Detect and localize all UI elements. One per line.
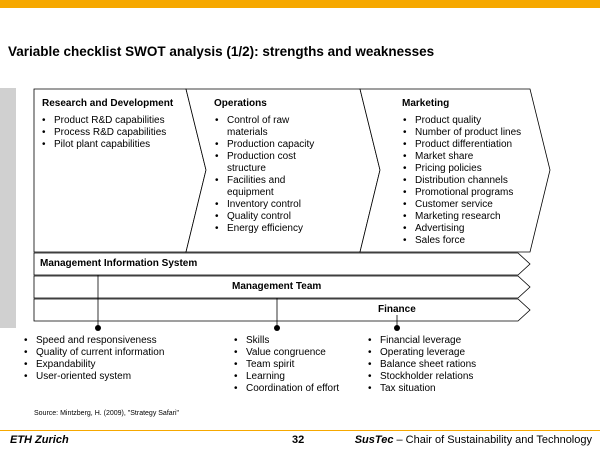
list-item: • Sales force xyxy=(401,235,521,247)
list-item: • Product R&D capabilities xyxy=(40,115,166,127)
footer-brand: SusTec xyxy=(354,434,394,446)
list-item: • Expandability xyxy=(22,359,164,371)
list-item: Production cost xyxy=(227,151,296,162)
footer-divider xyxy=(0,430,600,431)
connector-dot-finance xyxy=(394,325,400,331)
list-item: • Balance sheet rations xyxy=(366,359,476,371)
list-item: • Product quality xyxy=(401,115,521,127)
list-item: • Advertising xyxy=(401,223,521,235)
list-item: • Number of product lines xyxy=(401,127,521,139)
list-item: Inventory control xyxy=(227,199,301,210)
page-title: Variable checklist SWOT analysis (1/2): strengths and weaknesses xyxy=(8,44,435,59)
list-item: Facilities and xyxy=(227,175,286,186)
list-item: Quality control xyxy=(227,211,291,222)
list-marketing xyxy=(401,115,521,247)
list-item: • Marketing research xyxy=(401,211,521,223)
list-item: • Product differentiation xyxy=(401,139,521,151)
source-citation: Source: Mintzberg, H. (2009), "Strategy Safari" xyxy=(34,410,180,417)
connector-dot-team xyxy=(274,325,280,331)
operations-items: • Control of raw materials • Production capacity • Production cost structure • Facilities and equipment • Inventory control • Quality control • Energy efficiency xyxy=(215,115,315,234)
list-item: • Market share xyxy=(401,151,521,163)
list-item: • Skills xyxy=(232,335,339,347)
connector-dot-mis xyxy=(95,325,101,331)
heading-marketing: Marketing xyxy=(402,98,450,109)
list-item: • Financial leverage xyxy=(366,335,476,347)
list-item: Control of raw xyxy=(227,115,290,126)
footer-chair-name: – Chair of Sustainability and Technology xyxy=(393,434,592,446)
footer-chair xyxy=(355,434,592,446)
label-management-team: Management Team xyxy=(232,281,322,292)
list-item-continuation: materials xyxy=(227,127,268,138)
list-item: • Tax situation xyxy=(366,383,476,395)
label-finance: Finance xyxy=(378,304,416,315)
list-item: • Customer service xyxy=(401,199,521,211)
list-item: • Operating leverage xyxy=(366,347,476,359)
list-team-factors xyxy=(232,335,339,395)
list-item: • Pricing policies xyxy=(401,163,521,175)
page-number: 32 xyxy=(292,434,305,446)
list-item: • Coordination of effort xyxy=(232,383,339,395)
list-item: • Value congruence xyxy=(232,347,339,359)
list-item: • User-oriented system xyxy=(22,371,164,383)
list-item-continuation: structure xyxy=(227,163,266,174)
footer-institution: ETH Zurich xyxy=(10,434,69,446)
list-research-development xyxy=(40,115,166,151)
list-item: Production capacity xyxy=(227,139,315,150)
list-item: • Team spirit xyxy=(232,359,339,371)
list-item: • Pilot plant capabilities xyxy=(40,139,166,151)
list-item: Energy efficiency xyxy=(227,223,303,234)
list-item: • Stockholder relations xyxy=(366,371,476,383)
list-item: • Promotional programs xyxy=(401,187,521,199)
bar-finance xyxy=(34,299,530,321)
heading-operations: Operations xyxy=(214,98,267,109)
heading-research-development: Research and Development xyxy=(42,98,174,109)
chevron-research-development xyxy=(34,89,206,252)
list-mis-factors xyxy=(22,335,164,383)
list-item: • Process R&D capabilities xyxy=(40,127,166,139)
list-item: • Speed and responsiveness xyxy=(22,335,164,347)
list-finance-factors xyxy=(366,335,476,395)
list-item-continuation: equipment xyxy=(227,187,274,198)
list-item: • Learning xyxy=(232,371,339,383)
list-item: • Quality of current information xyxy=(22,347,164,359)
label-management-information-system: Management Information System xyxy=(40,258,198,269)
list-item: • Distribution channels xyxy=(401,175,521,187)
